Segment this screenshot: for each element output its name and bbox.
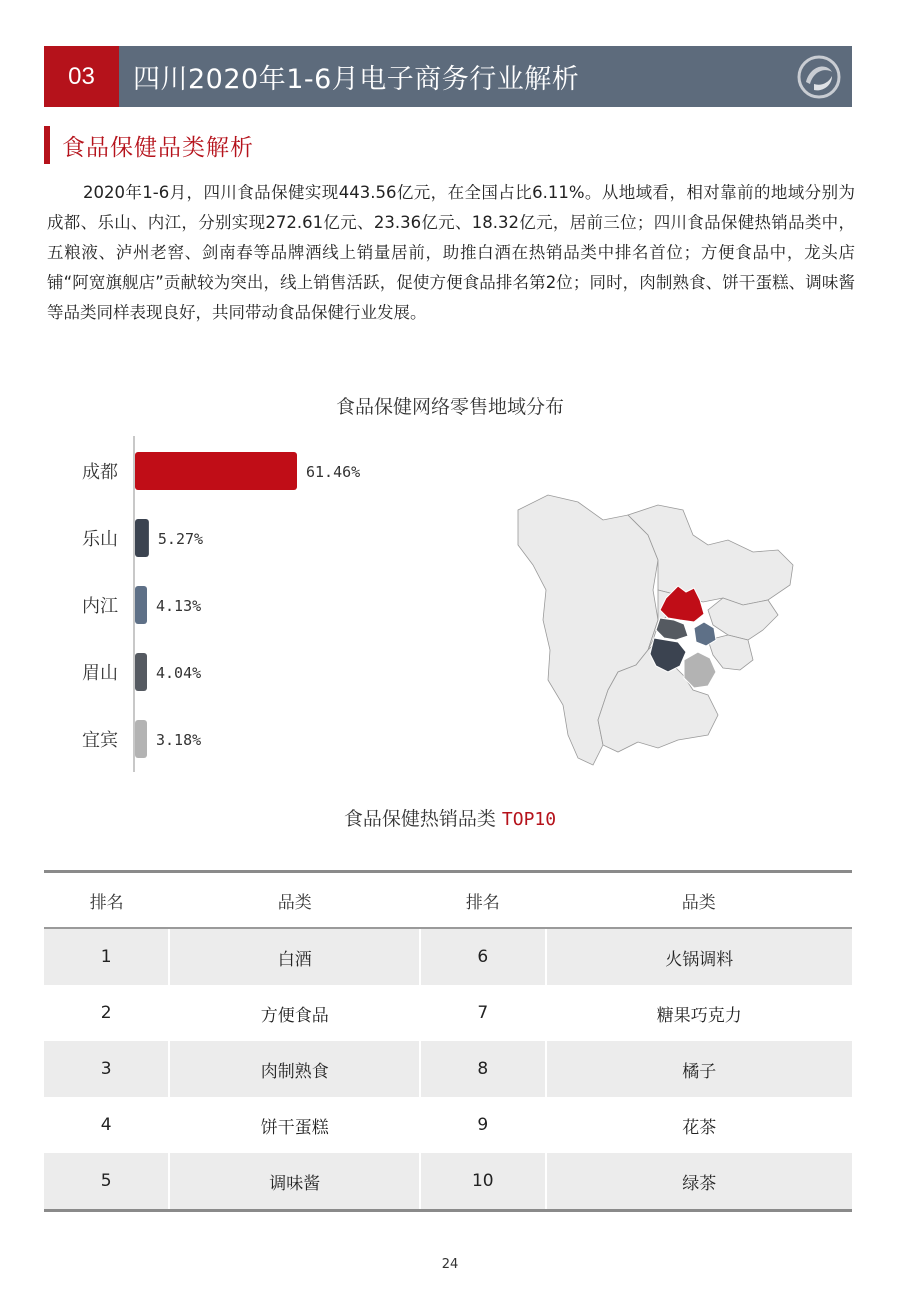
- header-category-1: 品类: [169, 872, 420, 929]
- map-neijiang: [694, 622, 716, 646]
- value-label: 5.27%: [157, 530, 204, 548]
- value-label: 4.13%: [156, 597, 202, 615]
- chapter-number: 03: [44, 46, 119, 107]
- sichuan-map: [508, 490, 808, 780]
- chart-title: 食品保健网络零售地域分布: [335, 396, 564, 418]
- bar-1: [135, 519, 149, 557]
- table-cell: 5: [44, 1153, 169, 1211]
- section-title: 食品保健品类解析: [62, 134, 254, 161]
- value-label: 3.18%: [156, 731, 202, 749]
- page-number: 24: [441, 1257, 459, 1272]
- table-cell: 糖果巧克力: [546, 985, 853, 1041]
- chapter-title: 四川2020年1-6月电子商务行业解析: [133, 64, 580, 95]
- table-row: [44, 928, 852, 985]
- bar-2: [135, 586, 147, 624]
- header-category-2: 品类: [546, 872, 853, 929]
- table-cell: 7: [420, 985, 545, 1041]
- table-cell: 6: [420, 928, 545, 985]
- table-cell: 火锅调料: [546, 928, 853, 985]
- header-rank-2: 排名: [420, 872, 545, 929]
- table-cell: 8: [420, 1041, 545, 1097]
- category-label: 宜宾: [82, 730, 118, 751]
- body-paragraph: 2020年1-6月，四川食品保健实现443.56亿元，在全国占比6.11%。从地域看，相对靠前的地域分别为成都、乐山、内江，分别实现272.61亿元、23.36亿元、18.32亿元，居前三位；四川食品保健热销品类中，五粮液、泸州老窖、剑南春等品牌酒线上销量居前，助推白酒在热销品类中排名首位；方便食品中，龙头店铺“阿宽旗舰店”贡献较为突出，线上销售活跃，促使方便食品排名第2位；同时，肉制熟食、饼干蛋糕、调味酱等品类同样表现良好，共同带动食品保健行业发展。: [47, 183, 855, 322]
- header-rank-1: 排名: [44, 872, 169, 929]
- top10-title-accent: TOP10: [501, 809, 557, 830]
- bar-4: [135, 720, 147, 758]
- table-cell: 绿茶: [546, 1153, 853, 1211]
- table-cell: 10: [420, 1153, 545, 1211]
- bar-3: [135, 653, 147, 691]
- top10-title-prefix: 食品保健热销品类: [343, 808, 502, 830]
- value-label: 61.46%: [306, 463, 361, 481]
- section-heading: [44, 125, 254, 165]
- top10-table: [44, 870, 852, 1212]
- table-row: [44, 1041, 852, 1097]
- table-cell: 肉制熟食: [169, 1041, 420, 1097]
- table-cell: 方便食品: [169, 985, 420, 1041]
- table-cell: 3: [44, 1041, 169, 1097]
- table-cell: 调味酱: [169, 1153, 420, 1211]
- table-row: [44, 1097, 852, 1153]
- table-cell: 花茶: [546, 1097, 853, 1153]
- table-cell: 白酒: [169, 928, 420, 985]
- bar-0: [135, 452, 297, 490]
- table-row: [44, 985, 852, 1041]
- page-header: [44, 46, 852, 107]
- table-cell: 2: [100, 1003, 112, 1023]
- table-cell: 9: [420, 1097, 545, 1153]
- category-label: 乐山: [82, 529, 118, 550]
- table-cell: 饼干蛋糕: [169, 1097, 420, 1153]
- table-cell: 橘子: [546, 1041, 853, 1097]
- region-bar-chart: [60, 430, 480, 780]
- table-header-row: [44, 872, 852, 929]
- map-yibin: [684, 652, 716, 688]
- value-label: 4.04%: [156, 664, 202, 682]
- category-label: 内江: [82, 596, 118, 617]
- section-accent-bar: [44, 126, 50, 164]
- category-label: 成都: [82, 462, 118, 483]
- map-meishan: [656, 618, 688, 640]
- table-cell: 4: [100, 1115, 112, 1135]
- top10-title: [0, 804, 900, 831]
- table-row: [44, 1153, 852, 1211]
- brand-logo-icon: [796, 54, 842, 100]
- table-cell: 1: [44, 928, 169, 985]
- category-label: 眉山: [82, 663, 118, 684]
